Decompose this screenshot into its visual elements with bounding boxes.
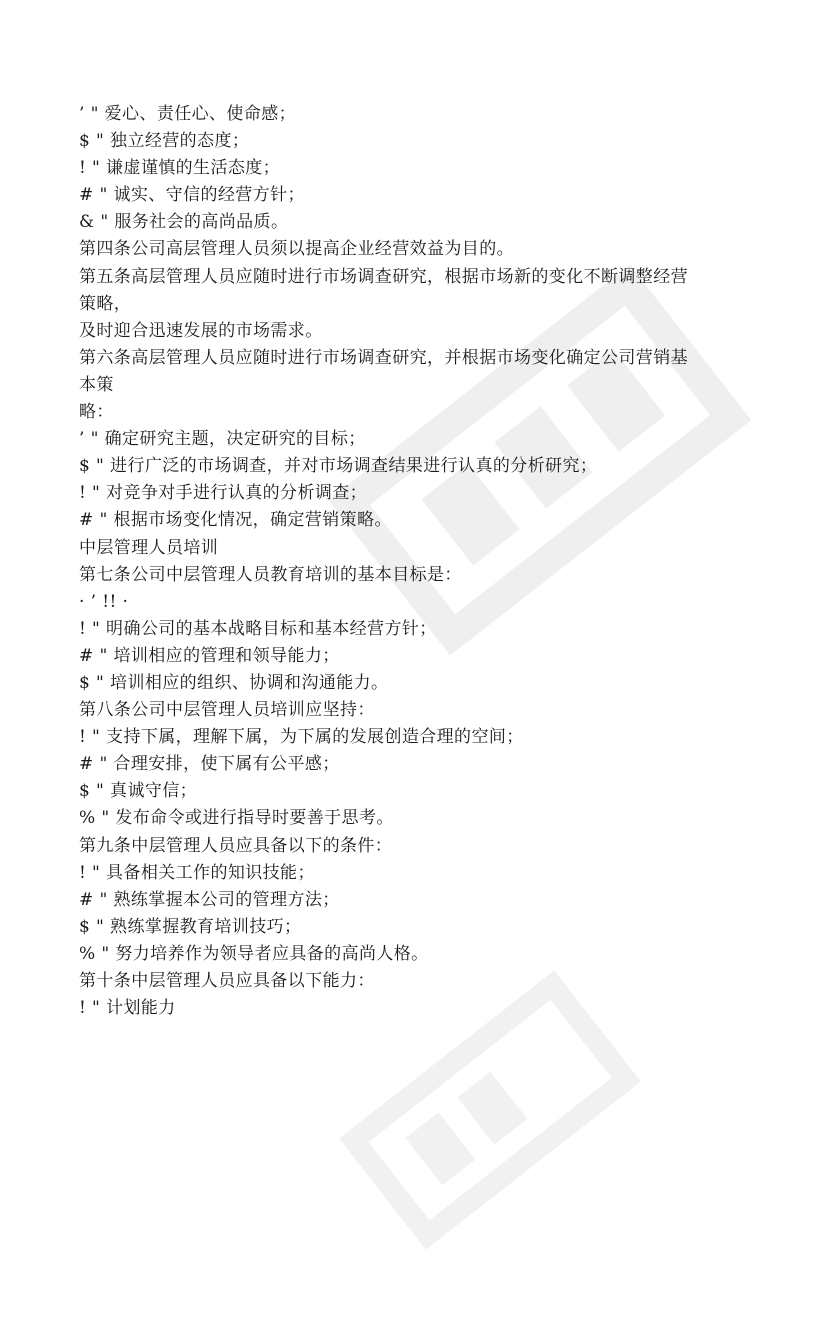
list-item-strategy: # " 根据市场变化情况，确定营销策略。 [79, 510, 392, 531]
list-item-service: & " 服务社会的高尚品质。 [79, 212, 289, 233]
article-5-line-3: 及时迎合迅速发展的市场需求。 [79, 320, 323, 341]
list-item-love: ’ " 爱心、责任心、使命感； [79, 104, 297, 124]
list-item-honest: # " 诚实、守信的经营方针； [79, 185, 305, 206]
list-item-trust: $ " 真诚守信； [79, 781, 198, 802]
list-item-competitor: ! " 对竞争对手进行认真的分析调查； [79, 483, 368, 504]
article-10: 第十条中层管理人员应具备以下能力： [79, 971, 375, 991]
document-body [79, 101, 769, 1022]
article-4: 第四条公司高层管理人员须以提高企业经营效益为目的。 [79, 239, 514, 260]
article-6-line-3: 略： [79, 402, 114, 423]
list-item-command: % " 发布命令或进行指导时要善于思考。 [79, 808, 394, 829]
article-5-line-2: 策略， [79, 293, 132, 314]
list-item-communication: $ " 培训相应的组织、协调和沟通能力。 [79, 672, 389, 693]
section-heading: 中层管理人员培训 [79, 537, 219, 558]
list-item-knowledge: ! " 具备相关工作的知识技能； [79, 862, 315, 883]
list-item-independent: $ " 独立经营的态度； [79, 131, 250, 152]
list-item-character: % " 努力培养作为领导者应具备的高尚人格。 [79, 943, 429, 964]
article-6-line-2: 本策 [79, 374, 114, 395]
list-item-training-skills: $ " 熟练掌握教育培训技巧； [79, 916, 302, 937]
article-9: 第九条中层管理人员应具备以下的条件： [79, 835, 393, 856]
article-5-line-1: 第五条高层管理人员应随时进行市场调查研究，根据市场新的变化不断调整经营 [79, 266, 688, 287]
list-item-planning: ! " 计划能力 [79, 998, 176, 1019]
list-item-fairness: # " 合理安排，使下属有公平感； [79, 754, 340, 775]
list-item-modest: ! " 谦虚谨慎的生活态度； [79, 158, 281, 179]
article-6-line-1: 第六条高层管理人员应随时进行市场调查研究，并根据市场变化确定公司营销基 [79, 347, 688, 368]
list-item-support: ! " 支持下属，理解下属，为下属的发展创造合理的空间； [79, 727, 524, 748]
list-item-methods: # " 熟练掌握本公司的管理方法； [79, 889, 340, 910]
list-item-survey: $ " 进行广泛的市场调查，并对市场调查结果进行认真的分析研究； [79, 456, 598, 477]
list-item-goal: ! " 明确公司的基本战略目标和基本经营方针； [79, 618, 437, 639]
list-item-leadership: # " 培训相应的管理和领导能力； [79, 645, 340, 666]
article-8: 第八条公司中层管理人员培训应坚持： [79, 700, 375, 721]
list-item-topic: ’ " 确定研究主题，决定研究的目标； [79, 429, 366, 450]
article-7: 第七条公司中层管理人员教育培训的基本目标是： [79, 564, 462, 585]
garbled-line: · ’ !! · [79, 591, 129, 612]
